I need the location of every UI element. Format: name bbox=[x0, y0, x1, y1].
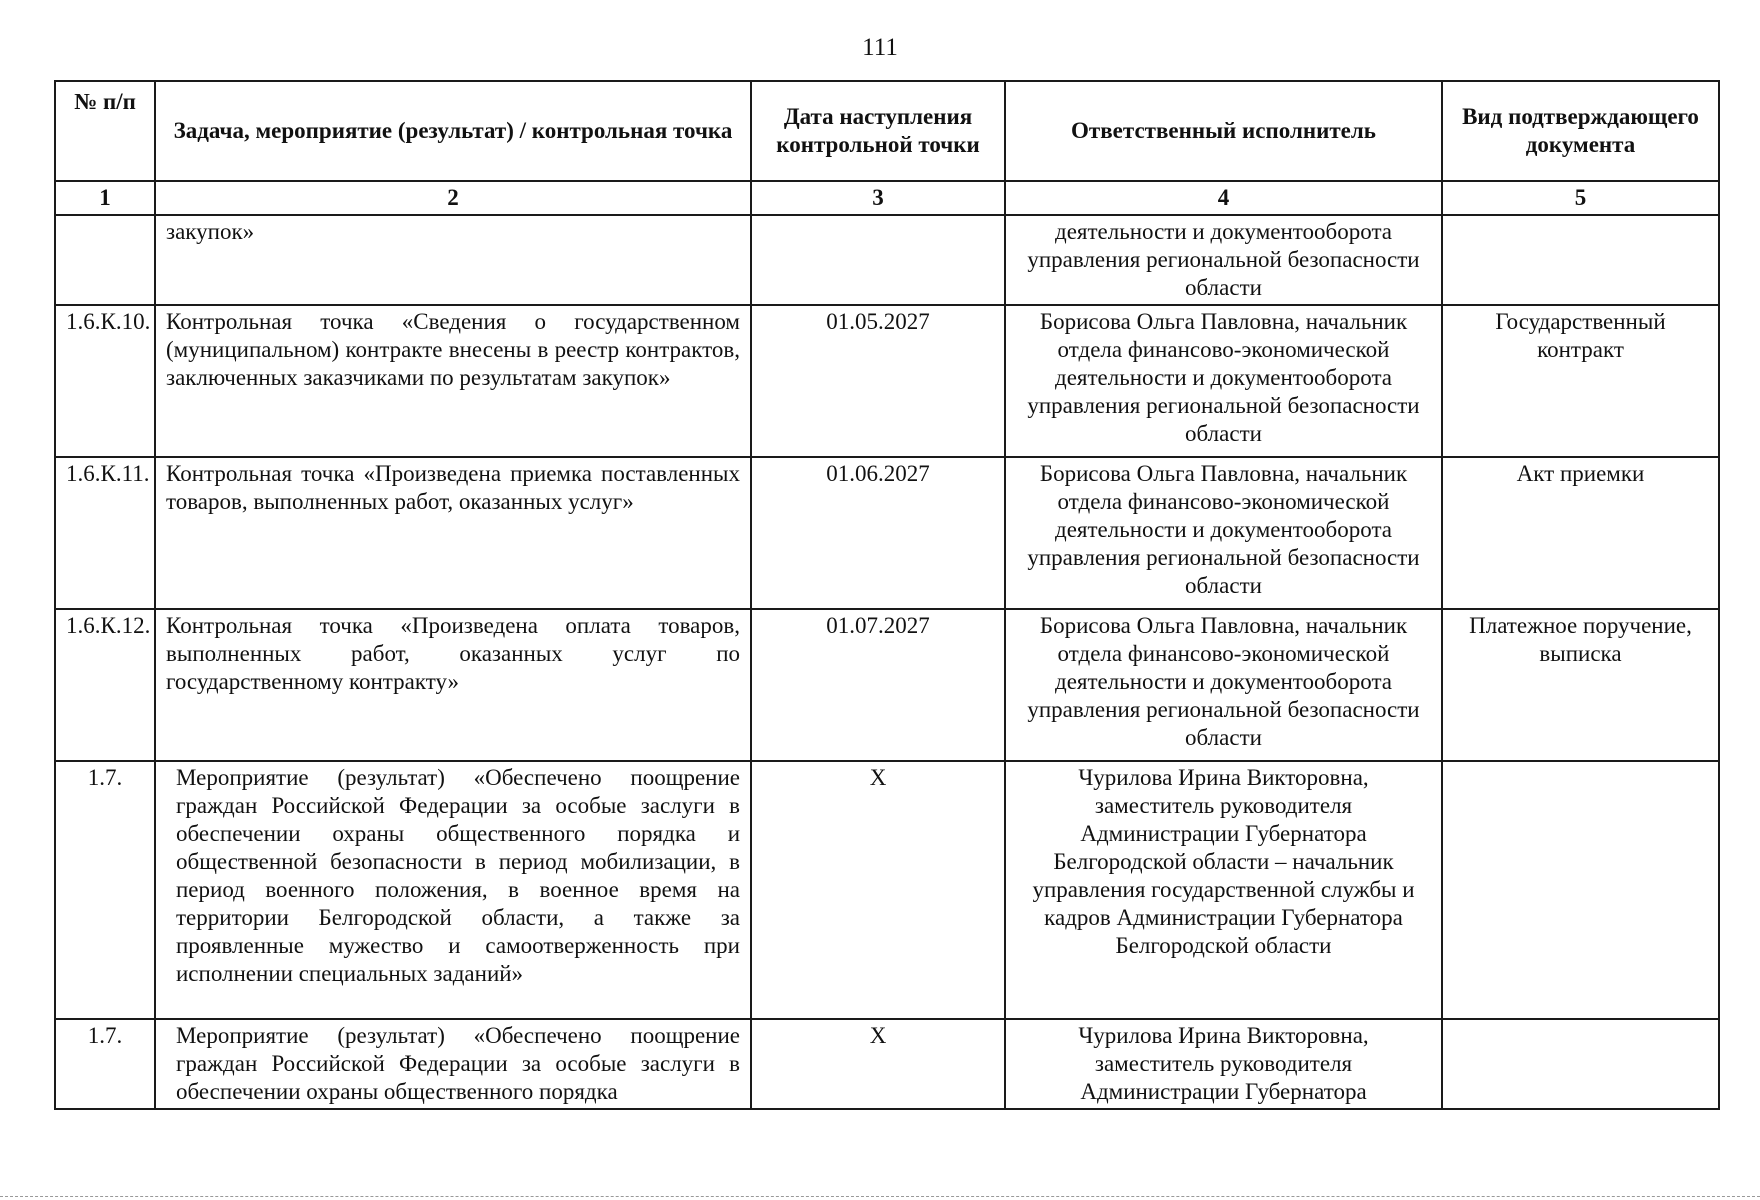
table-row bbox=[55, 457, 1719, 609]
row-task: Мероприятие (результат) «Обеспечено поощрение граждан Российской Федерации за особые заслуги в обеспечении охраны общественного порядка bbox=[155, 1019, 751, 1109]
row-document bbox=[1442, 215, 1719, 305]
row-responsible: Чурилова Ирина Викторовна, заместитель руководителя Администрации Губернатора bbox=[1005, 1019, 1442, 1109]
row-task: Мероприятие (результат) «Обеспечено поощрение граждан Российской Федерации за особые заслуги в обеспечении охраны общественного порядка и общественной безопасности в период мобилизации, в период военного положения, в военное время на территории Белгородской области, а также за проявленные мужество и самоотверженность при исполнении специальных заданий» bbox=[155, 761, 751, 1019]
column-number: 3 bbox=[751, 181, 1005, 215]
row-document: Государственный контракт bbox=[1442, 305, 1719, 457]
row-task: Контрольная точка «Сведения о государственном (муниципальном) контракте внесены в реестр контрактов, заключенных заказчиками по результатам закупок» bbox=[155, 305, 751, 457]
header-number: № п/п bbox=[55, 81, 155, 181]
table-row bbox=[55, 215, 1719, 305]
table-row bbox=[55, 761, 1719, 1019]
row-task: Контрольная точка «Произведена оплата товаров, выполненных работ, оказанных услуг по государственному контракту» bbox=[155, 609, 751, 761]
row-number: 1.6.К.10. bbox=[55, 305, 155, 457]
row-document bbox=[1442, 1019, 1719, 1109]
column-number: 4 bbox=[1005, 181, 1442, 215]
column-number-row bbox=[55, 181, 1719, 215]
table-header-row bbox=[55, 81, 1719, 181]
table-row bbox=[55, 305, 1719, 457]
row-responsible: Борисова Ольга Павловна, начальник отдела финансово-экономической деятельности и документооборота управления региональной безопасности области bbox=[1005, 305, 1442, 457]
row-task: Контрольная точка «Произведена приемка поставленных товаров, выполненных работ, оказанных услуг» bbox=[155, 457, 751, 609]
page-divider bbox=[0, 1196, 1760, 1197]
row-responsible: Борисова Ольга Павловна, начальник отдела финансово-экономической деятельности и документооборота управления региональной безопасности области bbox=[1005, 457, 1442, 609]
row-number: 1.6.К.11. bbox=[55, 457, 155, 609]
row-date: 01.05.2027 bbox=[751, 305, 1005, 457]
page-number: 111 bbox=[862, 34, 898, 61]
table-row bbox=[55, 609, 1719, 761]
table-row bbox=[55, 1019, 1719, 1109]
row-document bbox=[1442, 761, 1719, 1019]
row-number: 1.7. bbox=[55, 761, 155, 1019]
row-date bbox=[751, 215, 1005, 305]
row-responsible: деятельности и документооборота управления региональной безопасности области bbox=[1005, 215, 1442, 305]
row-number: 1.6.К.12. bbox=[55, 609, 155, 761]
column-number: 1 bbox=[55, 181, 155, 215]
control-points-table bbox=[54, 80, 1720, 1110]
row-number bbox=[55, 215, 155, 305]
row-responsible: Борисова Ольга Павловна, начальник отдела финансово-экономической деятельности и документооборота управления региональной безопасности области bbox=[1005, 609, 1442, 761]
row-task: закупок» bbox=[155, 215, 751, 305]
header-task: Задача, мероприятие (результат) / контрольная точка bbox=[155, 81, 751, 181]
header-date: Дата наступления контрольной точки bbox=[751, 81, 1005, 181]
row-number: 1.7. bbox=[55, 1019, 155, 1109]
row-date: Х bbox=[751, 761, 1005, 1019]
row-document: Акт приемки bbox=[1442, 457, 1719, 609]
row-date: 01.06.2027 bbox=[751, 457, 1005, 609]
row-responsible: Чурилова Ирина Викторовна, заместитель руководителя Администрации Губернатора Белгородской области – начальник управления государственной службы и кадров Администрации Губернатора Белгородской области bbox=[1005, 761, 1442, 1019]
header-responsible: Ответственный исполнитель bbox=[1005, 81, 1442, 181]
row-date: 01.07.2027 bbox=[751, 609, 1005, 761]
row-date: Х bbox=[751, 1019, 1005, 1109]
row-document: Платежное поручение, выписка bbox=[1442, 609, 1719, 761]
column-number: 2 bbox=[155, 181, 751, 215]
column-number: 5 bbox=[1442, 181, 1719, 215]
header-document: Вид подтверждающего документа bbox=[1442, 81, 1719, 181]
